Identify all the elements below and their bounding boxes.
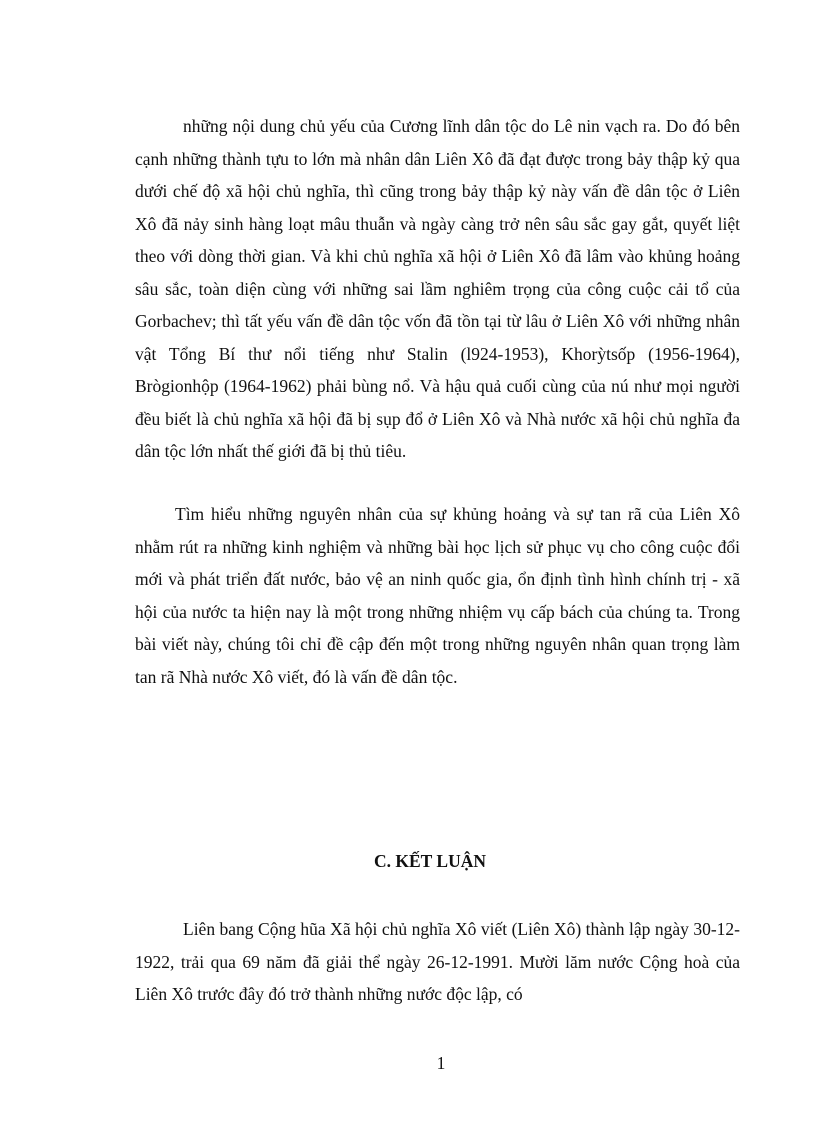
paragraph-block-intro: [135, 110, 740, 468]
paragraph-continuation: những nội dung chủ yếu của Cương lĩnh dân tộc do Lê nin vạch ra. Do đó bên cạnh những thành tựu to lớn mà nhân dân Liên Xô đã đạt được trong bảy thập kỷ qua dưới chế độ xã hội chủ nghĩa, thì cũng trong bảy thập kỷ này vấn đề dân tộc ở Liên Xô đã nảy sinh hàng loạt mâu thuẫn và ngày càng trở nên sâu sắc gay gắt, quyết liệt theo với dòng thời gian. Và khi chủ nghĩa xã hội ở Liên Xô đã lâm vào khủng hoảng sâu sắc, toàn diện cùng với những sai lầm nghiêm trọng của công cuộc cải tổ của Gorbachev; thì tất yếu vấn đề dân tộc vốn đã tồn tại từ lâu ở Liên Xô với những nhân vật Tổng Bí thư nổi tiếng như Stalin (l924-1953), Khorỳtsốp (1956-1964), Brògionhộp (1964-1962) phải bùng nổ. Và hậu quả cuối cùng của nú như mọi người đều biết là chủ nghĩa xã hội đã bị sụp đổ ở Liên Xô và Nhà nước xã hội chủ nghĩa đa dân tộc lớn nhất thế giới đã bị thủ tiêu.: [135, 116, 740, 461]
paragraph-block-purpose: [135, 498, 740, 693]
page-number: 1: [436, 1053, 446, 1073]
paragraph-conclusion: Liên bang Cộng hũa Xã hội chủ nghĩa Xô viết (Liên Xô) thành lập ngày 30-12-1922, trải qua 69 năm đã giải thể ngày 26-12-1991. Mười lăm nước Cộng hoà của Liên Xô trước đây đó trở thành những nước độc lập, có: [135, 919, 740, 1004]
paragraph-block-conclusion: [135, 913, 740, 1011]
section-heading-conclusion: C. KẾT LUẬN: [374, 851, 486, 871]
paragraph-purpose: Tìm hiểu những nguyên nhân của sự khủng hoảng và sự tan rã của Liên Xô nhằm rút ra những kinh nghiệm và những bài học lịch sử phục vụ cho công cuộc đổi mới và phát triển đất nước, bảo vệ an ninh quốc gia, ổn định tình hình chính trị - xã hội của nước ta hiện nay là một trong những nhiệm vụ cấp bách của chúng ta. Trong bài viết này, chúng tôi chỉ đề cập đến một trong những nguyên nhân quan trọng làm tan rã Nhà nước Xô viết, đó là vấn đề dân tộc.: [135, 504, 740, 687]
